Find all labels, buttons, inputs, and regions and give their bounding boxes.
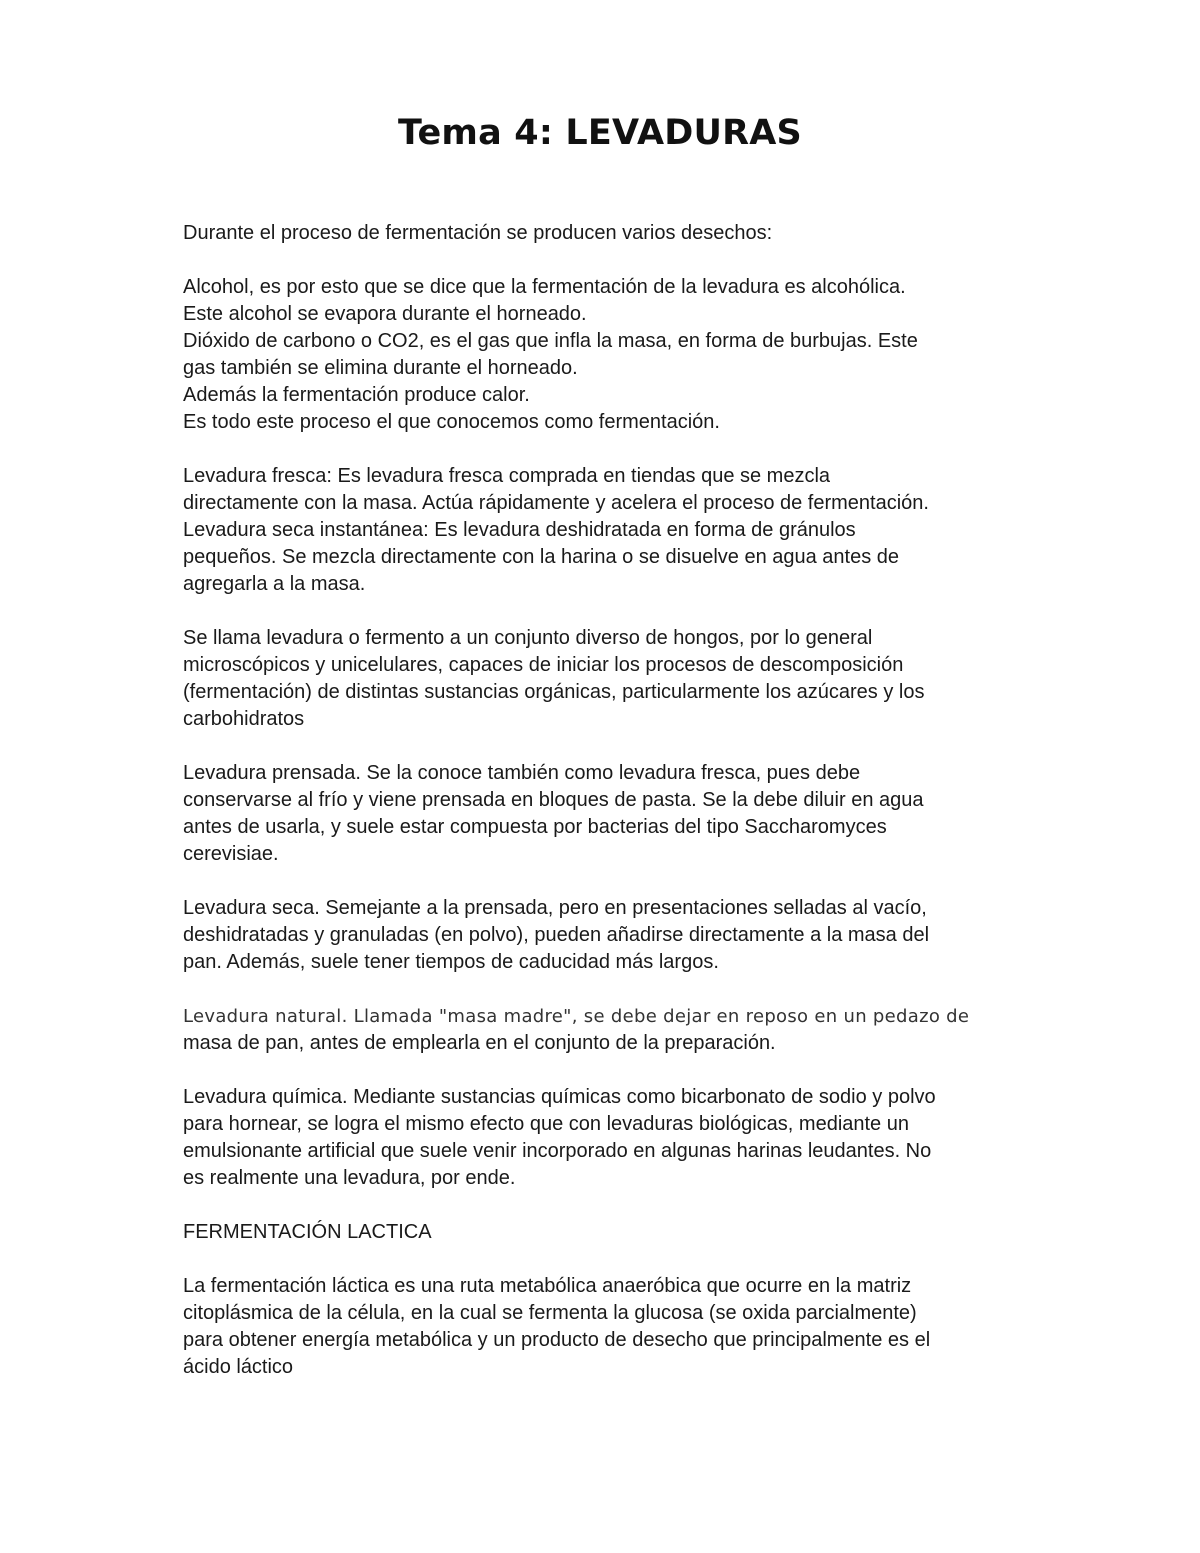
- paragraph-gap: [183, 1246, 1043, 1273]
- text-line: Este alcohol se evapora durante el horneado.: [183, 303, 587, 325]
- text-line: (fermentación) de distintas sustancias orgánicas, particularmente los azúcares y los: [183, 681, 925, 703]
- text-line: microscópicos y unicelulares, capaces de iniciar los procesos de descomposición: [183, 654, 904, 676]
- text-line: Levadura seca. Semejante a la prensada, pero en presentaciones selladas al vacío,: [183, 897, 927, 919]
- document-body: [183, 220, 1043, 1381]
- text-line: gas también se elimina durante el horneado.: [183, 357, 578, 379]
- paragraph-definicion: [183, 625, 1043, 733]
- text-line: Levadura fresca: Es levadura fresca comprada en tiendas que se mezcla: [183, 465, 831, 487]
- paragraph-levadura-seca: [183, 895, 1043, 976]
- text-line: carbohidratos: [183, 708, 305, 730]
- text-line: conservarse al frío y viene prensada en bloques de pasta. Se la debe diluir en agua: [183, 789, 924, 811]
- text-line: Levadura natural. Llamada "masa madre", se debe dejar en reposo en un pedazo de: [183, 1006, 970, 1027]
- text-line: Levadura prensada. Se la conoce también como levadura fresca, pues debe: [183, 762, 861, 784]
- paragraph-gap: [183, 598, 1043, 625]
- text-line: Alcohol, es por esto que se dice que la fermentación de la levadura es alcohólica.: [183, 276, 906, 298]
- text-line: Es todo este proceso el que conocemos como fermentación.: [183, 411, 720, 433]
- text-line: deshidratadas y granuladas (en polvo), pueden añadirse directamente a la masa del: [183, 924, 930, 946]
- text-line: antes de usarla, y suele estar compuesta por bacterias del tipo Saccharomyces: [183, 816, 887, 838]
- document-title: Tema 4: LEVADURAS: [398, 113, 802, 153]
- paragraph-gap: [183, 247, 1043, 274]
- text-line: ácido láctico: [183, 1356, 294, 1378]
- paragraph-desechos: [183, 274, 1043, 436]
- paragraph-levadura-quimica: [183, 1084, 1043, 1192]
- text-line: La fermentación láctica es una ruta metabólica anaeróbica que ocurre en la matriz: [183, 1275, 912, 1297]
- paragraph-gap: [183, 868, 1043, 895]
- paragraph-gap: [183, 976, 1043, 1003]
- text-line: Levadura química. Mediante sustancias químicas como bicarbonato de sodio y polvo: [183, 1086, 936, 1108]
- text-line: cerevisiae.: [183, 843, 279, 865]
- text-line: para obtener energía metabólica y un producto de desecho que principalmente es el: [183, 1329, 931, 1351]
- text-line: pequeños. Se mezcla directamente con la harina o se disuelve en agua antes de: [183, 546, 900, 568]
- text-line: Además la fermentación produce calor.: [183, 384, 530, 406]
- text-line: es realmente una levadura, por ende.: [183, 1167, 516, 1189]
- text-line: pan. Además, suele tener tiempos de caducidad más largos.: [183, 951, 719, 973]
- text-line: Levadura seca instantánea: Es levadura deshidratada en forma de gránulos: [183, 519, 856, 541]
- paragraph-levadura-prensada: [183, 760, 1043, 868]
- paragraph-levadura-fresca: [183, 463, 1043, 598]
- text-line: Dióxido de carbono o CO2, es el gas que infla la masa, en forma de burbujas. Este: [183, 330, 918, 352]
- paragraph-fermentacion-lactica: [183, 1273, 1043, 1381]
- section-heading-fermentacion-lactica: [183, 1219, 1043, 1246]
- paragraph-gap: [183, 1057, 1043, 1084]
- paragraph-gap: [183, 1192, 1043, 1219]
- paragraph-gap: [183, 733, 1043, 760]
- text-line: Durante el proceso de fermentación se producen varios desechos:: [183, 222, 773, 244]
- section-heading: FERMENTACIÓN LACTICA: [183, 1221, 432, 1243]
- paragraph-intro: [183, 220, 1043, 247]
- text-line: directamente con la masa. Actúa rápidamente y acelera el proceso de fermentación.: [183, 492, 929, 514]
- text-line: para hornear, se logra el mismo efecto que con levaduras biológicas, mediante un: [183, 1113, 909, 1135]
- text-line: Se llama levadura o fermento a un conjunto diverso de hongos, por lo general: [183, 627, 873, 649]
- paragraph-gap: [183, 436, 1043, 463]
- paragraph-levadura-natural: [183, 1003, 1043, 1057]
- text-line: emulsionante artificial que suele venir incorporado en algunas harinas leudantes. No: [183, 1140, 932, 1162]
- text-line: citoplásmica de la célula, en la cual se fermenta la glucosa (se oxida parcialmente): [183, 1302, 917, 1324]
- text-line: masa de pan, antes de emplearla en el conjunto de la preparación.: [183, 1032, 776, 1054]
- text-line: agregarla a la masa.: [183, 573, 366, 595]
